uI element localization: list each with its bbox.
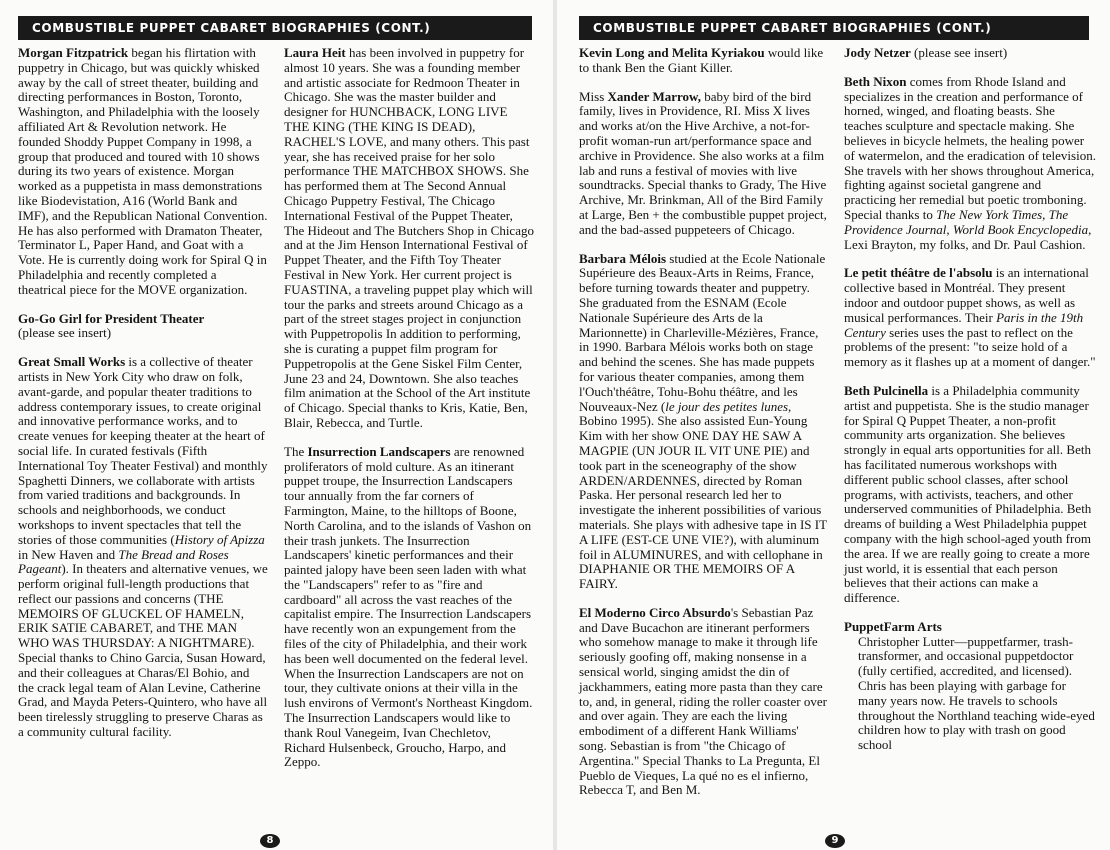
bio-text: , Bobino 1995). She also assisted Eun-Young Kim with her show ONE DAY HE SAW A MAGPIE (UN JOUR IL VIT UNE PIE) and took part in the sceneography of the show ARDEN/ARDENNES, directed by Roman Paska. Her personal research led her to investigate the inherent possibilities of various materials. She plays with adhesive tape in IS IT A LIFE (EST-CE UNE VIE?), with aluminum foil in ALUMINURES, and with cellophane in DIAPHANIE OR THE MEMOIRS OF A FAIRY. [579,398,827,592]
bio-text: Christopher Lutter—puppetfarmer, trash-transformer, and occasional puppetdoctor (fully certified, accredited, and licensed). Chris has been playing with garbage for many years now. He travels to schools throughout the Northland teaching wide-eyed children how to play with trash on good school [858,633,1095,753]
bio-name: PuppetFarm Arts [844,618,942,634]
bio-name: El Moderno Circo Absurdo [579,604,731,620]
text-column-4 [844,46,1096,767]
bio-puppetfarm-arts [844,620,1096,753]
page-number: 9 [825,834,845,848]
bio-text: is a collective of theater artists in New York City who draw on folk, avant-garde, and popular theater traditions to address contemporary issues, to create original and innovative performance works, and to create venues for keeping theater at the heart of social life. In curated festivals (Fifth International Toy Theater Festival) and monthly Spaghetti Dinners, we collaborate with artists from varied traditions and backgrounds. In schools and neighborhoods, we conduct workshops to invent spectacles that tell the stories of those communities ( [18,354,268,547]
bio-text: has been involved in puppetry for almost 10 years. She was a founding member and artistic associate for Redmoon Theater in Chicago. She was the master builder and designer for HUNCHBACK, LONG LIVE THE KING (THE KING IS DEAD), RACHEL'S LOVE, and many others. This past year, she has received praise for her solo performance THE MATCHBOX SHOWS. She has performed them at The Second Annual Chicago Puppetry Festival, The Chicago International Festival of the Puppet Theater, The Hideout and The Butchers Shop in Chicago and at the Jim Henson International Festival of Puppet Theater, and the Fifth Toy Theater Festival in New York. Her current project is FUASTINA, a traveling puppet play which will tour the parks and streets around Chicago as a part of the street stages project in conjunction with Puppetropolis In addition to performing, she is curating a puppet film program for Puppetropolis at the Gene Siskel Film Center, June 23 and 24, Downtown. She also teaches film animation at the School of the Art institute of Chicago. Special thanks to Kris, Katie, Ben, Blair, Rebecca, and Turtle. [284,45,534,430]
bio-text: began his flirtation with puppetry in Chicago, but was quickly whisked away by the call of street theater, building and directing performances in Boston, Toronto, Washington, and Philadelphia with the loosely affiliated Art & Revolution network. He founded Shoddy Puppet Company in 1998, a group that produced and toured with 10 shows during its two years of existence. Morgan worked as a puppetista in mass demonstrations like Biodevistation, A16 (World Bank and IMF), and the Republican National Convention. He has also performed with Dramaton Theater, Terminator L, Paper Hand, and Goat with a Vote. He is currently doing work for Spiral Q in Philadelphia and recently completed a theatrical piece for the MOVE organization. [18,45,268,297]
bio-title: le jour des petites lunes [665,398,789,414]
bio-text: comes from Rhode Island and specializes in the creation and performance of horned, winged, and floating beasts. She teaches sculpture and spectacle making. She believes in bicycle helmets, the healing power of watermelon, and the eradication of television. She travels with her shows throughout America, fighting against societal gangrene and practicing her remedial but poetic tromboning. Special thanks to [844,73,1096,222]
bio-lead: The [284,443,308,459]
bio-great-small-works [18,355,268,740]
bio-circo-absurdo [579,606,829,798]
bio-title: Paris in the 19th Century [844,309,1084,340]
bio-title: History of Apizza [174,531,265,547]
bio-jody-netzer [844,46,1096,61]
bio-lead: Miss [579,88,608,104]
bio-name: Barbara Mélois [579,250,667,266]
bio-go-go-girl [18,312,268,342]
bio-name: Morgan Fitzpatrick [18,45,129,60]
bio-name: Beth Pulcinella [844,382,929,398]
bio-text: ). In theaters and alternative venues, we perform original full-length productions that reflect our passions and concerns (THE MEMOIRS OF GLUCKEL OF HAMELN, ERIK SATIE CABARET, and THE MAN WHO WAS THURSDAY: A NIGHTMARE). Special thanks to Chino Garcia, Susan Howard, and their colleagues at Charas/El Bohio, and the crack legal team of Alan Levine, Catherine Grad, and Mayda Peters-Quintero, who have all been tirelessly struggling to preserve Charas as a community cultural facility. [18,561,268,740]
bio-morgan-fitzpatrick [18,46,268,298]
right-page [557,0,1110,850]
bio-name: Beth Nixon [844,73,907,89]
bio-text: is a Philadelphia community artist and puppetista. She is the studio manager for Spiral Q Puppet Theater, a non-profit community arts organization. She believes strongly in equal arts opportunities for all. Beth has facilitated numerous workshops with different public school classes, after school programs, with activists, teachers, and other underserved communities of Philadelphia. Beth dreams of building a West Philadelphia puppet company with the high school-aged youth from the area. If we are really going to create a more just world, it is essential that each person believes that their actions can make a difference. [844,382,1092,606]
bio-name: Xander Marrow, [607,88,701,104]
bio-insurrection-landscapers [284,445,534,771]
bio-name: Go-Go Girl for President Theater [18,310,205,326]
bio-barbara-melois [579,252,829,592]
bio-title: The Bread and Roses Pageant [18,546,229,577]
bio-beth-pulcinella [844,384,1096,606]
left-page [0,0,553,850]
bio-text: 's Sebastian Paz and Dave Bucachon are itinerant performers who somehow manage to make it through life seriously goofing off, making nonsense in a sensical world, singing amidst the din of jackhammers, eating more pasta than they care to, and, in general, riding the roller coaster over and over again. They are each the living embodiment of a different Hank Williams' song. Sebastian is from "the Chicago of Argentina." Special Thanks to La Pregunta, El Pueblo de Vieques, La qué no es el infierno, Rebecca T, and Ben M. [579,604,827,798]
bio-text: in New Haven and [18,546,119,562]
bio-note: (please see insert) [910,45,1008,60]
bio-kevin-long [579,46,829,76]
bio-beth-nixon [844,75,1096,253]
page-number: 8 [260,834,280,848]
bio-name: Kevin Long and Melita Kyriakou [579,45,765,60]
section-banner: COMBUSTIBLE PUPPET CABARET BIOGRAPHIES (CONT.) [579,16,1089,40]
text-column-2 [284,46,534,784]
text-column-1 [18,46,268,754]
bio-name: Great Small Works [18,354,126,370]
bio-name: Insurrection Landscapers [307,443,451,459]
bio-text: would like to thank Ben the Giant Killer. [579,45,824,75]
bio-note: (please see insert) [18,325,112,341]
bio-text: is an international collective based in Montréal. They present indoor and outdoor puppet shows, as well as musical performances. Their [844,265,1089,325]
bio-name: Laura Heit [284,45,346,60]
section-banner: COMBUSTIBLE PUPPET CABARET BIOGRAPHIES (CONT.) [18,16,532,40]
bio-title: The New York Times, The Providence Journal, World Book Encyclopedia [844,206,1089,237]
bio-text: studied at the Ecole Nationale Supérieure des Beaux-Arts in Reims, France, before turning towards theater and puppetry. She graduated from the ESNAM (Ecole Nationale Supérieure des Arts de la Marionnette) in Charleville-Mézières, France, in 1990. Barbara Mélois works both on stage and behind the scenes. She has made puppets for various theater companies, among them l'Ouch'théâtre, Tohu-Bohu théâtre, and les Nouveaux-Nez ( [579,250,826,414]
bio-le-petit-theatre [844,266,1096,370]
bio-text: , Lexi Brayton, my folks, and Dr. Paul Cashion. [844,221,1092,252]
bio-text: are renowned proliferators of mold culture. As an itinerant puppet troupe, the Insurrection Landscapers tour annually from the far corners of Farmington, Maine, to the hilltops of Boone, North Carolina, and to the islands of Vashon on their trash junkets. The Insurrection Landscapers' kinetic performances and their painted jalopy have been seen laden with what the "Landscapers" refer to as "fire and cardboard" all across the vast reaches of the capitalist empire. The Insurrection Landscapers have recently won an expungement from the files of the city of Philadelphia, and their work has been well documented on the federal level. When the Insurrection Landscapers are not on tour, they cultivate onions at their villa in the lush environs of Vermont's Northeast Kingdom. The Insurrection Landscapers would like to thank Roul Vanegeim, Ivan Chechletov, Richard Hulsenbeck, Groucho, Harpo, and Zeppo. [284,443,533,770]
bio-name: Jody Netzer [844,45,911,60]
bio-text: series uses the past to reflect on the problems of the present: "to seize hold of a memory as it flashes up at a moment of danger." [844,324,1096,370]
text-column-3 [579,46,829,812]
bio-text: baby bird of the bird family, lives in Providence, RI. Miss X lives and works at/on the Hive Archive, a not-for-profit woman-run art/performance space and archive in Providence. She also works at a film lab and runs a festival of movies with live soundtracks. Special thanks to Grady, The Hive Archive, Mr. Brinkman, All of the Bird Family at Large, Ben + the combustible puppet project, and the bad-assed puppeteers of Chicago. [579,88,827,237]
bio-name: Le petit théâtre de l'absolu [844,265,993,281]
bio-laura-heit [284,46,534,431]
bio-xander-marrow [579,90,829,238]
